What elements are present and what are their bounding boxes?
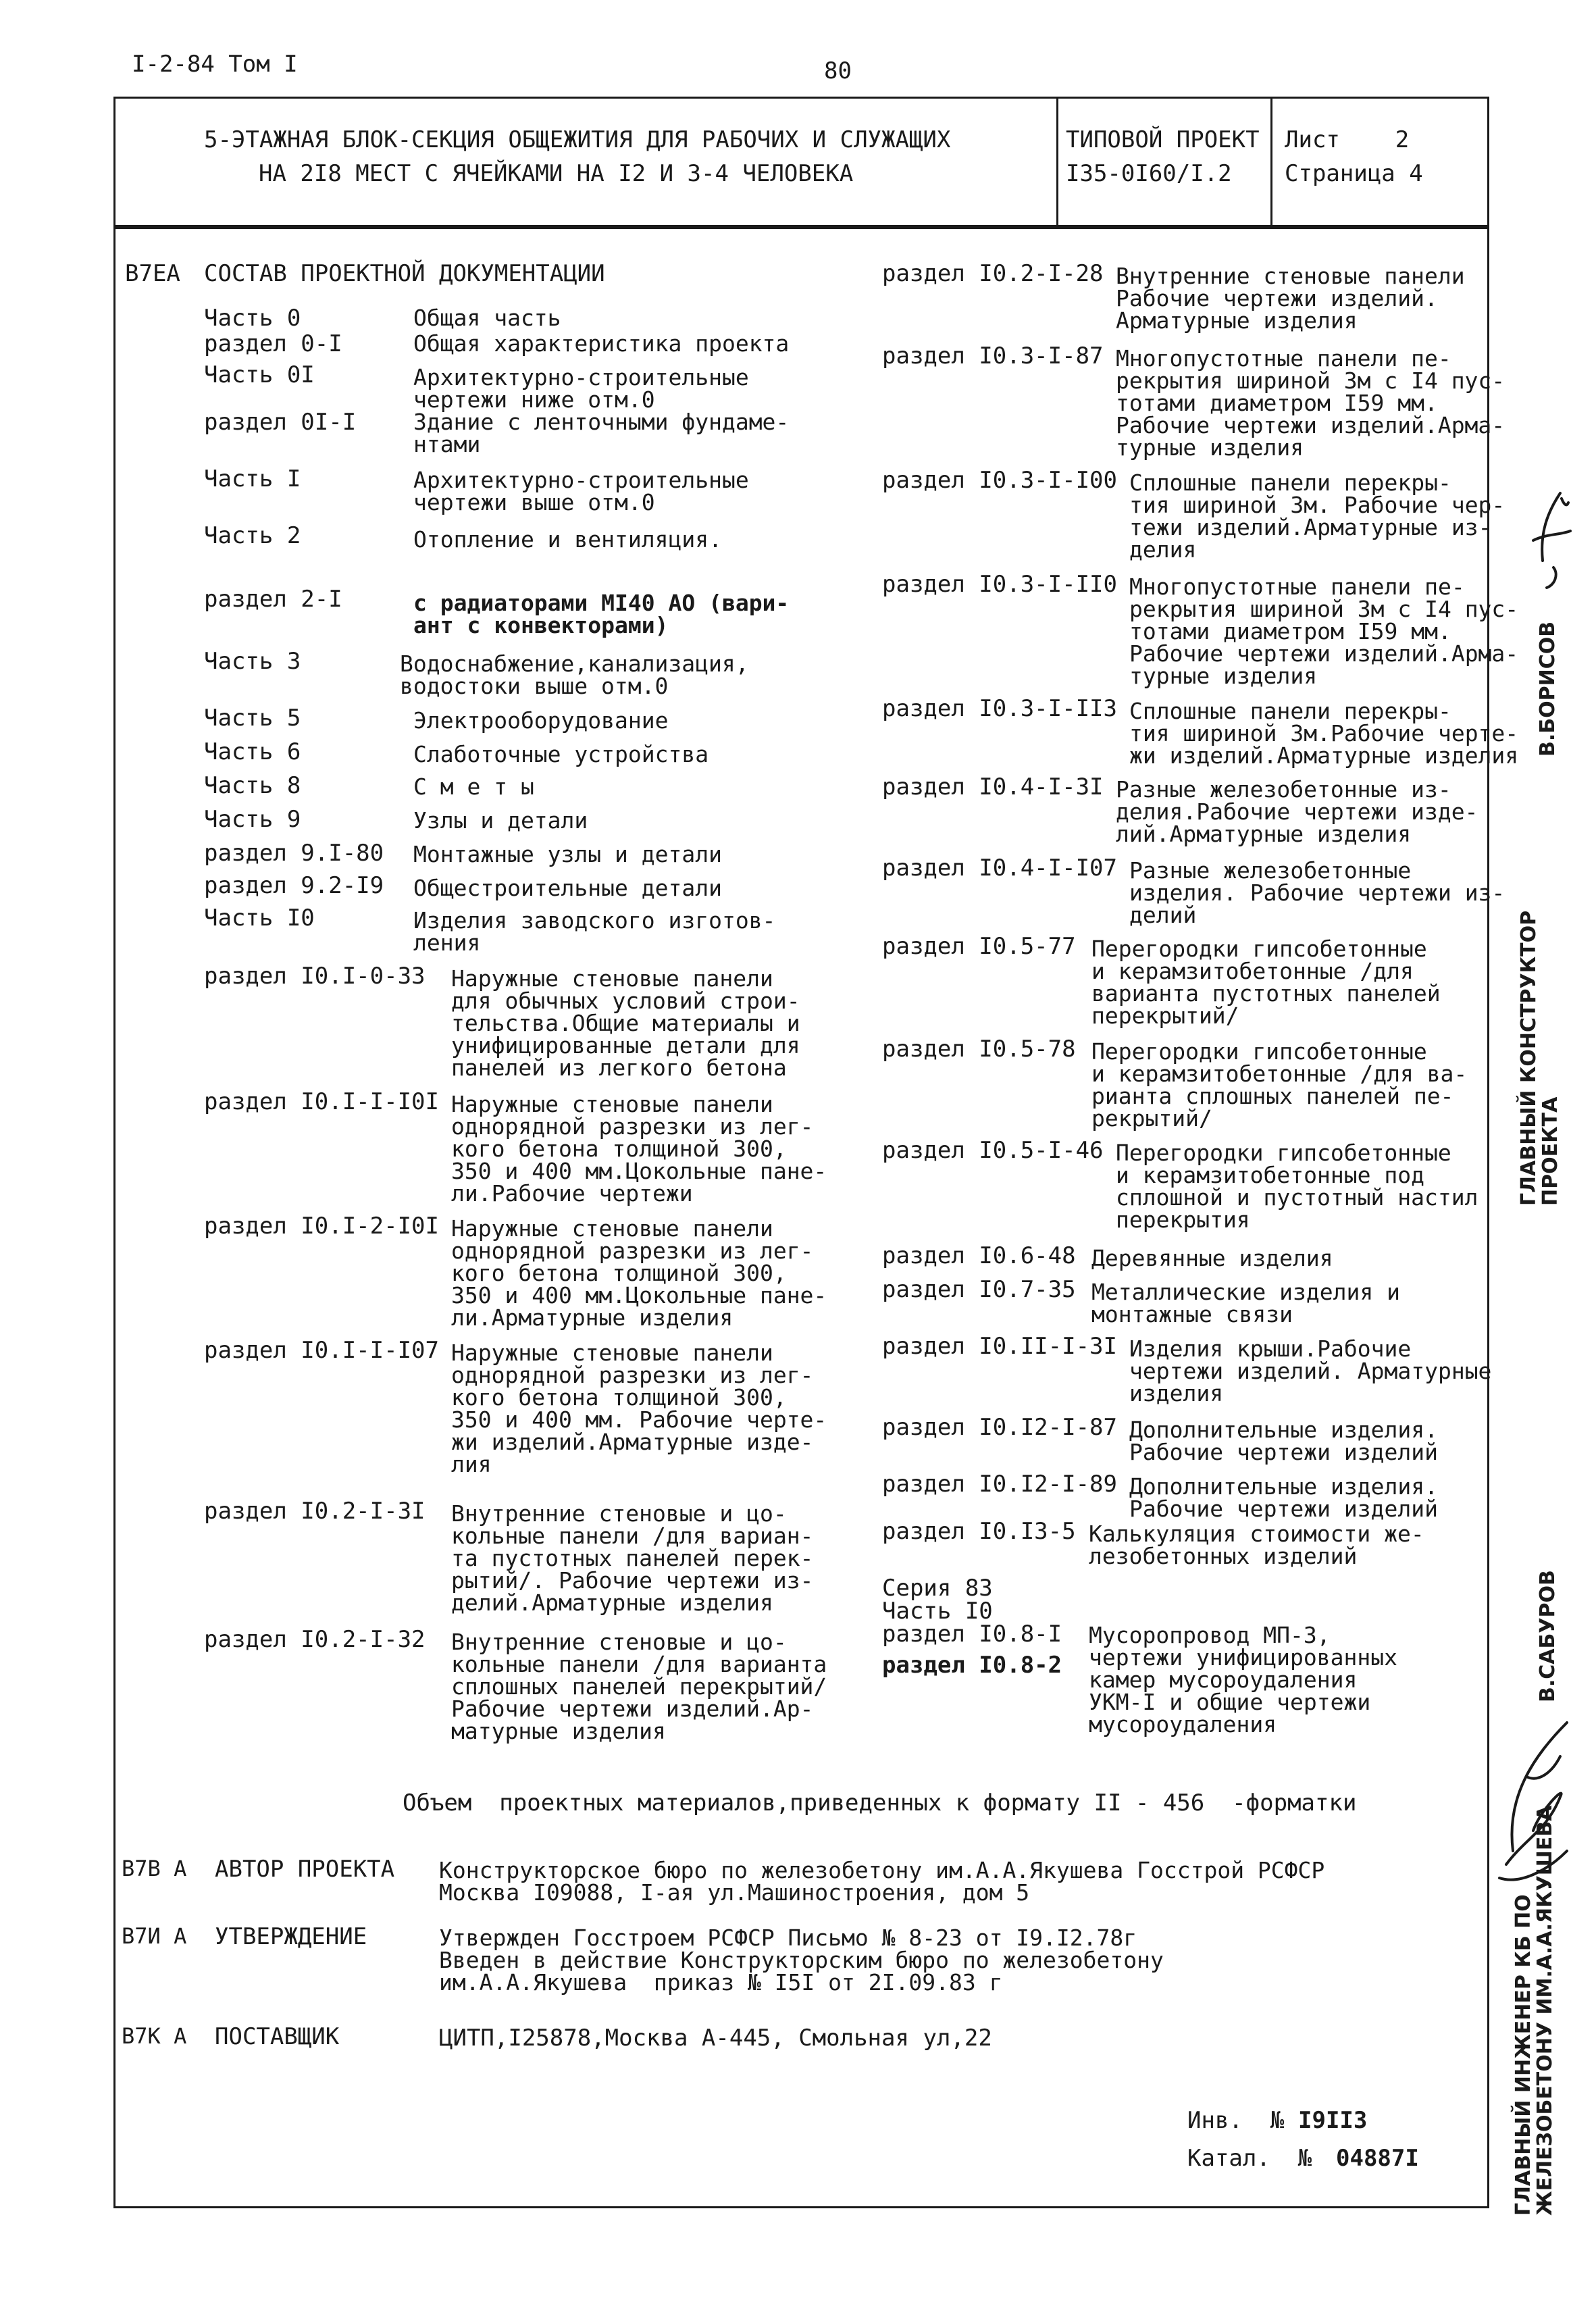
doc-title: Архитектурно-строительные чертежи выше отм.0 [413, 467, 749, 515]
doc-title: Наружные стеновые панели однорядной разрезки из лег- кого бетона толщиной 300, 350 и 400 мм. Рабочие черте- жи изделий.Арматурные изде- лия [451, 1340, 827, 1477]
doc-label: раздел I0.I2-I-87 [882, 1414, 1117, 1441]
doc-label: раздел I0.2-I-32 [204, 1626, 426, 1653]
project-type-label: ТИПОВОЙ ПРОЕКТ [1066, 126, 1260, 153]
doc-label: Часть 9 [204, 806, 301, 833]
doc-label: раздел I0.I2-I-89 [882, 1471, 1117, 1498]
doc-title: с радиаторами МI40 АО (вари- ант с конвекторами) [413, 590, 790, 638]
doc-label: раздел 2-I [204, 586, 342, 613]
page-label: Страница 4 [1285, 160, 1423, 187]
doc-title: Перегородки гипсобетонные и керамзитобетонные под сплошной и пустотный настил перекрытия [1116, 1140, 1478, 1233]
doc-title: Отопление и вентиляция. [413, 526, 722, 553]
doc-title: Внутренние стеновые панели Рабочие чертежи изделий. Арматурные изделия [1116, 263, 1465, 334]
doc-label: раздел I0.5-I-46 [882, 1137, 1104, 1164]
doc-title: Архитектурно-строительные чертежи ниже отм.0 [413, 364, 749, 413]
project-code: I35-0I60/I.2 [1066, 160, 1232, 187]
doc-label: раздел I0.3-I-87 [882, 342, 1104, 370]
volume-line: Объем проектных материалов,приведенных к формату II - 456 -форматки [403, 1789, 1357, 1816]
doc-title: С м е т ы [413, 773, 534, 800]
doc-label: раздел 0-I [204, 330, 342, 357]
doc-title: Наружные стеновые панели однорядной разрезки из лег- кого бетона толщиной 300, 350 и 400 мм.Цокольные пане- ли.Рабочие чертежи [451, 1091, 827, 1206]
doc-label: раздел I0.3-I-II0 [882, 571, 1117, 598]
chief-designer-title: ГЛАВНЫЙ КОНСТРУКТОР ПРОЕКТА [1517, 910, 1562, 1206]
sheet-number: Лист 2 [1285, 126, 1410, 153]
doc-label: раздел I0.7-35 [882, 1276, 1076, 1303]
doc-title: Калькуляция стоимости же- лезобетонных изделий [1089, 1521, 1424, 1569]
doc-title: Общая характеристика проекта [413, 330, 790, 357]
doc-title: Общестроительные детали [413, 875, 722, 901]
chief-engineer-title: ГЛАВНЫЙ ИНЖЕНЕР КБ ПО ЖЕЛЕЗОБЕТОНУ ИМ.А.А.ЯКУШЕВА [1512, 1805, 1557, 2216]
doc-title: Водоснабжение,канализация, водостоки выше отм.0 [400, 651, 749, 699]
doc-title: Электрооборудование [413, 707, 669, 734]
doc-label: раздел I0.3-I-II3 [882, 695, 1117, 722]
doc-label: раздел I0.2-I-3I [204, 1498, 426, 1525]
doc-title: Наружные стеновые панели однорядной разрезки из лег- кого бетона толщиной 300, 350 и 400 мм.Цокольные пане- ли.Арматурные изделия [451, 1215, 827, 1331]
signature-saburov [1486, 1716, 1580, 1898]
series-label: Серия 83 [882, 1575, 993, 1602]
page-number: 80 [824, 57, 852, 84]
doc-label: раздел I0.4-I-3I [882, 773, 1104, 800]
doc-title: Внутренние стеновые и цо- кольные панели /для варианта сплошных панелей перекрытий/ Рабочие чертежи изделий.Ар- матурные изделия [451, 1629, 827, 1744]
doc-title: Сплошные панели перекры- тия шириной 3м. Рабочие чер- тежи изделий.Арматурные из- делия [1129, 469, 1505, 563]
doc-label: раздел 0I-I [204, 409, 357, 436]
doc-title: Здание с ленточными фундаме- нтами [413, 409, 790, 457]
doc-label: Часть 8 [204, 772, 301, 799]
doc-label: раздел I0.II-I-3I [882, 1333, 1117, 1360]
doc-title: Деревянные изделия [1091, 1245, 1333, 1271]
doc-title: Сплошные панели перекры- тия шириной 3м.Рабочие черте- жи изделий.Арматурные изделия [1129, 698, 1519, 769]
doc-label: Часть 5 [204, 705, 301, 732]
doc-label: раздел 9.I-80 [204, 840, 384, 867]
doc-title: Общая часть [413, 305, 561, 331]
chief-designer-name: В.БОРИСОВ [1536, 621, 1560, 757]
doc-label: Часть 3 [204, 648, 301, 675]
supplier-text: ЦИТП,I25878,Москва А-445, Смольная ул,22 [439, 2025, 992, 2052]
doc-label: раздел I0.I-I-I07 [204, 1337, 439, 1364]
doc-label: раздел I0.2-I-28 [882, 260, 1104, 287]
composition-code: B7EA [125, 260, 180, 287]
doc-label: раздел I0.5-77 [882, 933, 1076, 960]
series-section-2: раздел I0.8-2 [882, 1652, 1062, 1679]
series-part: Часть I0 [882, 1598, 993, 1625]
doc-label: Часть 6 [204, 738, 301, 765]
doc-title: Дополнительные изделия. Рабочие чертежи изделий [1129, 1473, 1438, 1522]
doc-title: Металлические изделия и монтажные связи [1091, 1279, 1400, 1327]
catalogue-label: Катал. № [1187, 2145, 1312, 2172]
doc-title: Слаботочные устройства [413, 741, 709, 767]
inventory-number: I9II3 [1298, 2107, 1368, 2134]
document-title-line2: НА 2I8 МЕСТ С ЯЧЕЙКАМИ НА I2 И 3-4 ЧЕЛОВЕКА [259, 160, 854, 187]
doc-label: Часть 0 [204, 305, 301, 332]
signature-borisov [1520, 486, 1580, 594]
doc-title: Дополнительные изделия. Рабочие чертежи изделий [1129, 1417, 1438, 1465]
doc-title: Перегородки гипсобетонные и керамзитобетонные /для ва- рианта сплошных панелей пе- рекрытий/ [1091, 1038, 1468, 1132]
doc-title: Разные железобетонные изделия. Рабочие чертежи из- делий [1129, 857, 1505, 928]
catalogue-number: 04887I [1336, 2145, 1419, 2172]
author-label: АВТОР ПРОЕКТА [215, 1856, 395, 1883]
author-text: Конструкторское бюро по железобетону им.А.А.Якушева Госстрой РСФСР Москва I09088, I-ая ул.Машиностроения, дом 5 [439, 1857, 1325, 1906]
doc-label: раздел I0.3-I-I00 [882, 467, 1117, 494]
doc-title: Изделия заводского изготов- ления [413, 907, 776, 956]
doc-label: Часть 2 [204, 522, 301, 549]
approval-text: Утвержден Госстроем РСФСР Письмо № 8-23 от I9.I2.78г Введен в действие Конструкторским бюро по железобетону им.А.А.Якушева приказ № I5I от 2I.09.83 г [439, 1925, 1164, 1996]
doc-title: Многопустотные панели пе- рекрытия шириной 3м с I4 пус- тотами диаметром I59 мм. Рабочие чертежи изделий.Арма- турные изделия [1129, 574, 1519, 689]
doc-title: Узлы и детали [413, 807, 588, 834]
series-section-1: раздел I0.8-I [882, 1621, 1062, 1648]
doc-label: раздел I0.I-I-I0I [204, 1088, 439, 1115]
doc-label: раздел I0.I-0-33 [204, 963, 426, 990]
doc-label: Часть I0 [204, 905, 315, 932]
doc-title: Перегородки гипсобетонные и керамзитобетонные /для варианта пустотных панелей перекрытий/ [1091, 936, 1441, 1029]
supplier-label: ПОСТАВЩИК [215, 2023, 340, 2050]
approval-label: УТВЕРЖДЕНИЕ [215, 1923, 367, 1950]
approval-code: B7И A [122, 1923, 187, 1949]
doc-label: раздел I0.I3-5 [882, 1518, 1076, 1545]
doc-label: раздел I0.4-I-I07 [882, 855, 1117, 882]
composition-heading: СОСТАВ ПРОЕКТНОЙ ДОКУМЕНТАЦИИ [204, 260, 605, 287]
author-code: B7B A [122, 1856, 187, 1881]
document-title-line1: 5-ЭТАЖНАЯ БЛОК-СЕКЦИЯ ОБЩЕЖИТИЯ ДЛЯ РАБОЧИХ И СЛУЖАЩИХ [204, 126, 951, 153]
doc-label: Часть 0I [204, 361, 315, 388]
doc-title: Разные железобетонные из- делия.Рабочие чертежи изде- лий.Арматурные изделия [1116, 776, 1478, 847]
doc-label: раздел I0.I-2-I0I [204, 1213, 439, 1240]
doc-label: раздел 9.2-I9 [204, 872, 384, 899]
doc-title: Многопустотные панели пе- рекрытия шириной 3м с I4 пус- тотами диаметром I59 мм. Рабочие чертежи изделий.Арма- турные изделия [1116, 345, 1505, 461]
doc-label: раздел I0.6-48 [882, 1242, 1076, 1269]
series-text: Мусоропровод МП-3, чертежи унифицированных камер мусороудаления УКМ-I и общие чертежи мусороудаления [1089, 1622, 1397, 1737]
doc-title: Монтажные узлы и детали [413, 841, 722, 867]
inventory-label: Инв. № [1187, 2107, 1285, 2134]
doc-label: Часть I [204, 465, 301, 492]
supplier-code: B7K A [122, 2023, 187, 2049]
volume-reference: I-2-84 Том I [132, 51, 298, 78]
doc-label: раздел I0.5-78 [882, 1036, 1076, 1063]
chief-engineer-name: В.САБУРОВ [1536, 1570, 1560, 1702]
doc-title: Изделия крыши.Рабочие чертежи изделий. Арматурные изделия [1129, 1336, 1492, 1406]
doc-title: Внутренние стеновые и цо- кольные панели /для вариан- та пустотных панелей перек- рытий/. Рабочие чертежи из- делий.Арматурные изделия [451, 1500, 814, 1616]
doc-title: Наружные стеновые панели для обычных условий строи- тельства.Общие материалы и унифицированные детали для панелей из легкого бетона [451, 965, 800, 1081]
